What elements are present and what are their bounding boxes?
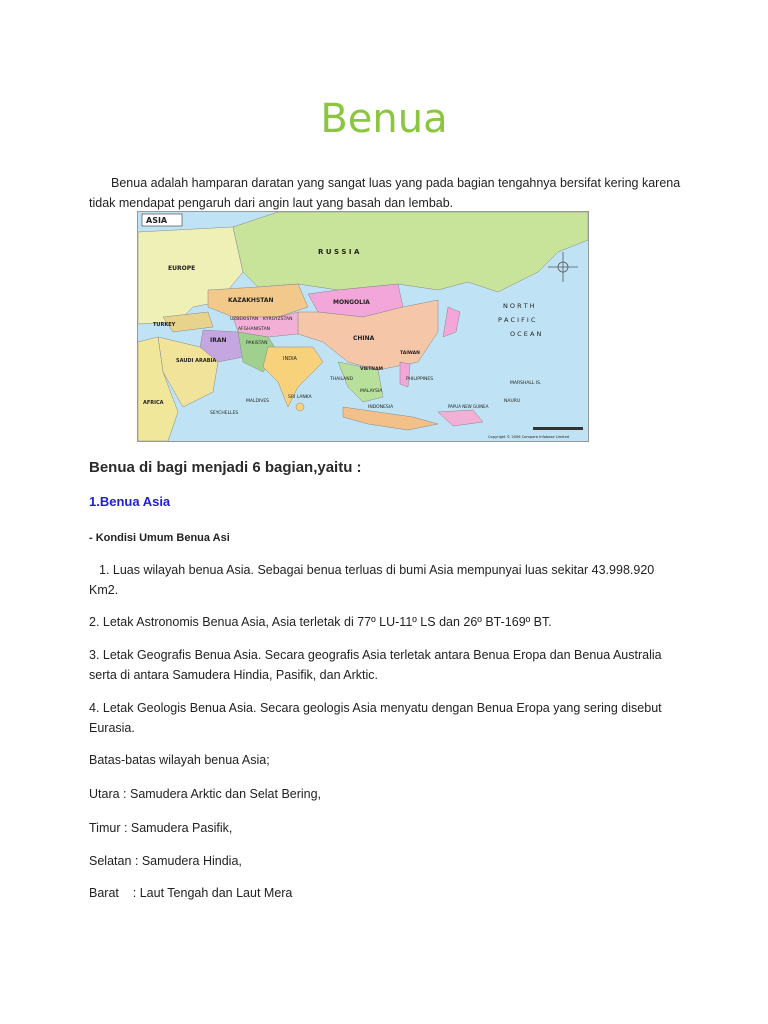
item-4: 4. Letak Geologis Benua Asia. Secara geologis Asia menyatu dengan Benua Eropa yang sering disebut Eurasia. [89, 701, 662, 735]
map-label-europe: EUROPE [168, 265, 196, 272]
asia-map-graphic [138, 212, 588, 441]
item-1: 1. Luas wilayah benua Asia. Sebagai benua terluas di bumi Asia mempunyai luas sekitar 43.998.920 Km2. [89, 563, 655, 597]
map-label-philippines: PHILIPPINES [406, 377, 434, 382]
map-label-india: INDIA [283, 356, 297, 362]
map-label-pacific: P A C I F I C [498, 316, 536, 324]
map-label-north: N O R T H [503, 302, 535, 310]
map-label-ocean: O C E A N [510, 330, 542, 338]
map-label-turkey: TURKEY [153, 322, 176, 328]
asia-map [137, 211, 589, 442]
map-copyright: Copyright © 2006 Compare Infobase Limited [488, 435, 570, 439]
map-label-asia: ASIA [146, 216, 168, 225]
map-label-africa: AFRICA [143, 400, 164, 406]
item-2: 2. Letak Astronomis Benua Asia, Asia terletak di 77º LU-11º LS dan 26º BT-169º BT. [89, 615, 552, 629]
map-label-thailand: THAILAND [330, 377, 354, 382]
item-3: 3. Letak Geografis Benua Asia. Secara geografis Asia terletak antara Benua Eropa dan Benua Australia serta di antara Samudera Hindia, Pasifik, dan Arktic. [89, 648, 662, 682]
map-label-taiwan: TAIWAN [400, 351, 420, 356]
map-label-pakistan: PAKISTAN [246, 341, 268, 346]
intro-paragraph [89, 173, 689, 213]
map-label-kazakhstan: KAZAKHSTAN [228, 297, 274, 304]
map-label-mongolia: MONGOLIA [333, 299, 370, 306]
map-label-indonesia: INDONESIA [368, 405, 394, 410]
map-label-uzbekistan: UZBEKISTAN [230, 317, 259, 322]
section-title-asia: 1.Benua Asia [89, 494, 171, 509]
map-label-iran: IRAN [210, 337, 227, 344]
batas-utara: Utara : Samudera Arktic dan Selat Bering, [89, 787, 322, 801]
map-label-maldives: MALDIVES [246, 399, 270, 404]
map-label-malaysia: MALAYSIA [360, 389, 383, 394]
map-label-vietnam: VIETNAM [360, 367, 384, 372]
map-label-seychelles: SEYCHELLES [210, 411, 239, 416]
page-title: Benua [320, 96, 448, 142]
batas-selatan: Selatan : Samudera Hindia, [89, 854, 242, 868]
map-label-kyrgyzstan: KYRGYZSTAN [263, 317, 293, 322]
map-label-nauru: NAURU [504, 399, 521, 404]
intro-text: Benua adalah hamparan daratan yang sangat luas yang pada bagian tengahnya bersifat kering karena tidak mendapat pengaruh dari angin laut yang basah dan lembab. [89, 176, 681, 210]
map-label-saudi: SAUDI ARABIA [176, 358, 217, 364]
batas-timur: Timur : Samudera Pasifik, [89, 821, 233, 835]
map-label-russia: R U S S I A [318, 248, 360, 256]
map-label-marshall: MARSHALL IS. [510, 381, 542, 386]
section-subheading: Benua di bagi menjadi 6 bagian,yaitu : [89, 459, 362, 476]
map-label-china: CHINA [353, 335, 375, 342]
map-label-papua: PAPUA NEW GUINEA [448, 404, 489, 409]
kondisi-heading: - Kondisi Umum Benua Asi [89, 532, 230, 544]
batas-barat: Barat : Laut Tengah dan Laut Mera [89, 886, 293, 900]
map-label-sri-lanka: SRI LANKA [288, 395, 312, 400]
map-label-afghanistan: AFGHANISTAN [238, 327, 271, 332]
batas-heading: Batas-batas wilayah benua Asia; [89, 753, 270, 767]
